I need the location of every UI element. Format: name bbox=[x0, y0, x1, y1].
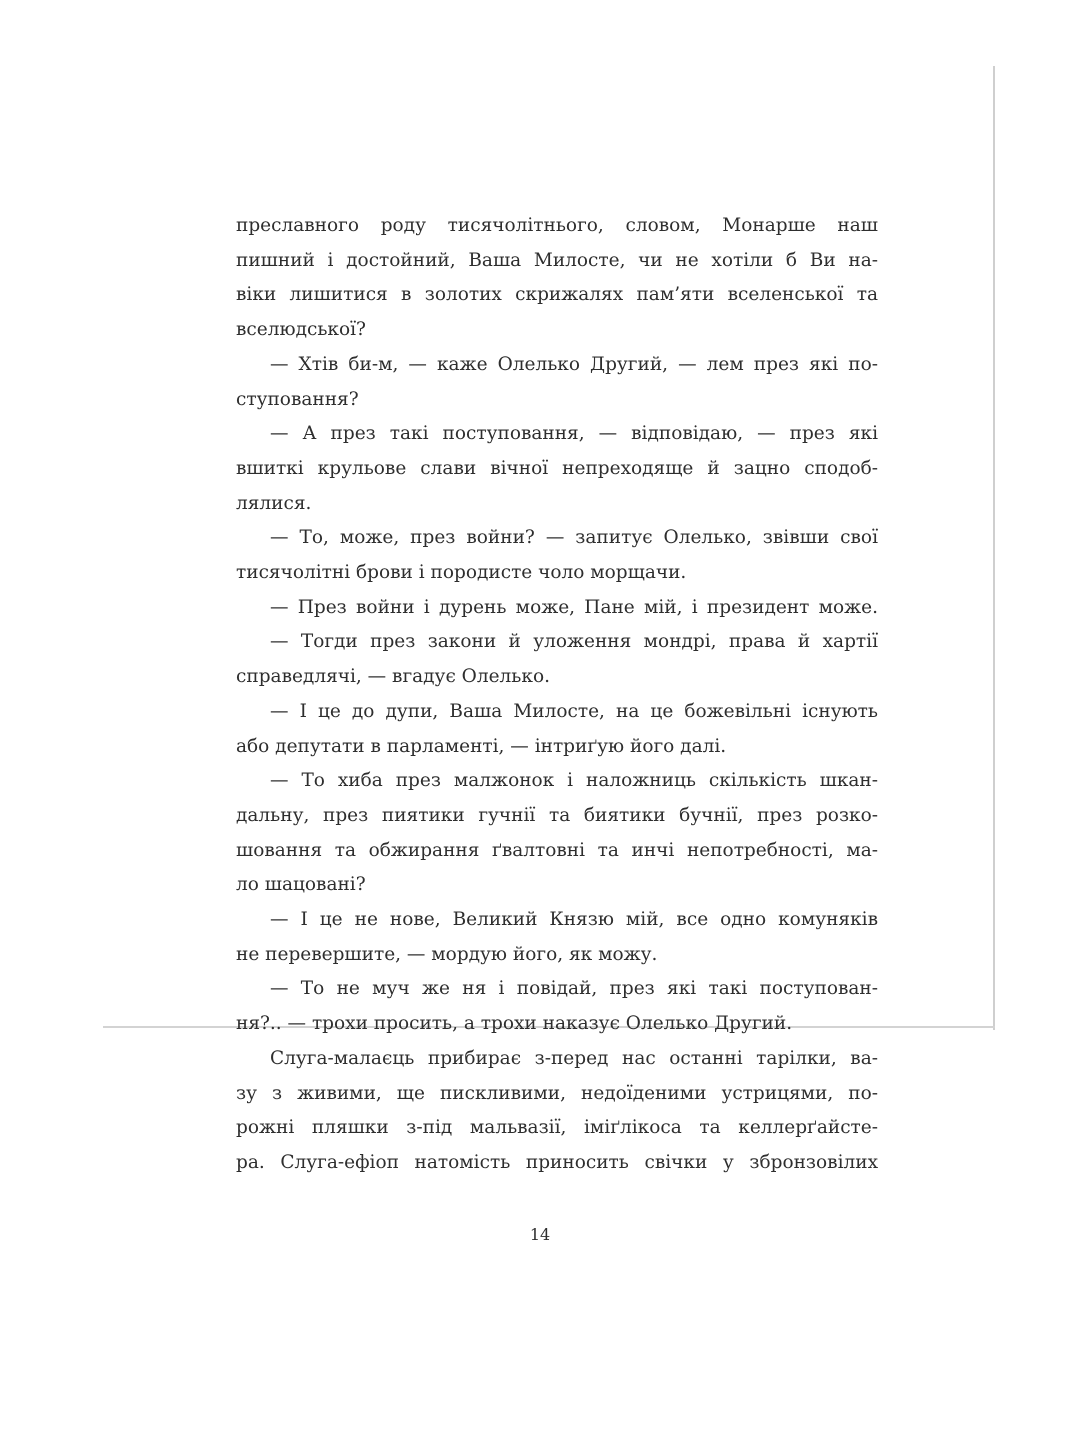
text-line: — Хтів би-м, — каже Олелько Другий, — лем през які по- bbox=[270, 353, 878, 375]
text-line: рожні пляшки з-під мальвазії, іміґлікоса та келлерґайсте- bbox=[236, 1117, 878, 1139]
text-line: лялися. bbox=[236, 492, 312, 514]
text-line: ня?.. — трохи просить, а трохи наказує Олелько Другий. bbox=[236, 1013, 793, 1035]
text-line: вшиткі крульове слави вічної непреходяще й зацно сподоб- bbox=[236, 457, 878, 479]
text-line: або депутати в парламенті, — інтриґую його далі. bbox=[236, 735, 727, 757]
text-line: — То хиба през малжонок і наложниць скількість шкан- bbox=[270, 770, 878, 792]
text-line: — І це не нове, Великий Князю мій, все одно комуняків bbox=[270, 909, 878, 931]
page-number: 14 bbox=[529, 1225, 551, 1244]
text-line: віки лишитися в золотих скрижалях пам’яти вселенської та bbox=[236, 284, 878, 306]
body-text bbox=[236, 209, 878, 1181]
text-line: Слуга-малаєць прибирає з-перед нас останні тарілки, ва- bbox=[270, 1047, 878, 1069]
text-line: — А през такі поступовання, — відповідаю, — през які bbox=[270, 423, 878, 445]
text-line: пишний і достойний, Ваша Милосте, чи не хотіли б Ви на- bbox=[236, 249, 878, 271]
text-line: ступовання? bbox=[236, 388, 359, 410]
text-line: — То не муч же ня і повідай, през які такі поступован- bbox=[270, 978, 878, 1000]
text-line: тисячолітні брови і породисте чоло морщачи. bbox=[236, 562, 687, 584]
text-line: — І це до дупи, Ваша Милосте, на це божевільні існують bbox=[270, 700, 878, 722]
text-line: зу з живими, ще пискливими, недоїденими устрицями, по- bbox=[236, 1082, 878, 1104]
text-line: не перевершите, — мордую його, як можу. bbox=[236, 943, 658, 965]
text-line: вселюдської? bbox=[236, 319, 366, 341]
text-line: шовання та обжирання ґвалтовні та инчі непотребності, ма- bbox=[236, 839, 878, 861]
text-line: ло шацовані? bbox=[236, 874, 366, 896]
text-line: преславного роду тисячолітнього, словом, Монарше наш bbox=[236, 215, 878, 236]
text-line: — То, може, през войни? — запитує Олелько, звівши свої bbox=[270, 527, 878, 549]
text-line: ра. Слуга-ефіоп натомість приносить свічки у збронзовілих bbox=[236, 1151, 878, 1173]
text-line: — Тогди през закони й уложення мондрі, права й хартії bbox=[270, 631, 878, 653]
text-line: — През войни і дурень може, Пане мій, і президент може. bbox=[270, 596, 878, 618]
text-line: дальну, през пиятики гучнії та биятики бучнії, през розко- bbox=[236, 804, 878, 826]
page-edge-right bbox=[993, 66, 995, 1030]
text-line: справедлячі, — вгадує Олелько. bbox=[236, 666, 550, 688]
